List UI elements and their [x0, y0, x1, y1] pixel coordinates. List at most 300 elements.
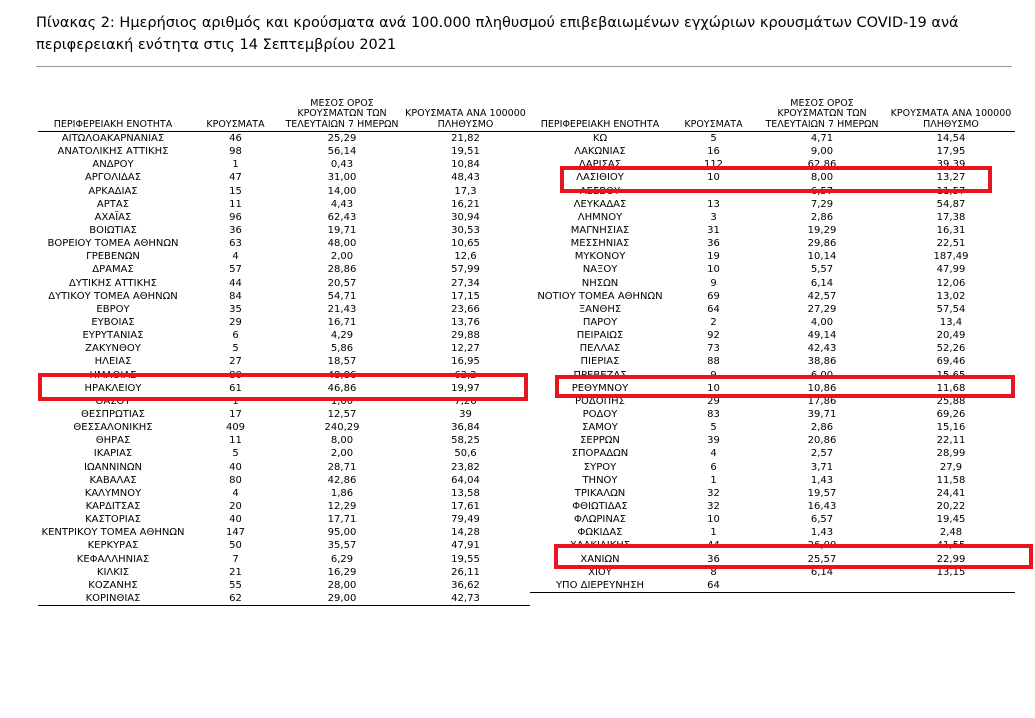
- cell-per-100k: 41,55: [936, 540, 966, 552]
- cell-region: ΕΥΒΟΙΑΣ: [91, 317, 135, 329]
- table-row: [38, 566, 530, 579]
- table-row: [530, 329, 1015, 342]
- cell-cases: 40: [229, 461, 242, 473]
- cell-region: ΒΟΡΕΙΟΥ ΤΟΜΕΑ ΑΘΗΝΩΝ: [47, 238, 179, 250]
- cell-cases: 3: [710, 211, 717, 223]
- cell-per-100k: 12,06: [936, 277, 966, 289]
- cell-per-100k: 69,46: [936, 356, 966, 368]
- cell-region: ΠΙΕΡΙΑΣ: [580, 356, 620, 368]
- cell-per-100k: 11,57: [936, 185, 966, 197]
- cell-avg-7-days: 1,43: [810, 527, 834, 539]
- cell-avg-7-days: 6,00: [810, 369, 834, 381]
- table-row: [38, 277, 530, 290]
- cell-per-100k: 16,31: [936, 225, 966, 237]
- cell-region: ΔΥΤΙΚΗΣ ΑΤΤΙΚΗΣ: [69, 277, 157, 289]
- cell-avg-7-days: 1,86: [330, 487, 354, 499]
- cell-per-100k: 21,82: [451, 133, 480, 145]
- document-title: Πίνακας 2: Ημερήσιος αριθμός και κρούσματα ανά 100.000 πληθυσμού επιβεβαιωμένων εγχώριων κρουσμάτων COVID-19 ανά περιφερειακή ενότητα στις 14 Σεπτεμβρίου 2021: [36, 15, 959, 53]
- cell-per-100k: 17,95: [936, 146, 966, 158]
- cell-per-100k: 24,41: [936, 487, 966, 499]
- cell-avg-7-days: 5,86: [330, 343, 354, 355]
- table-row: [530, 198, 1015, 211]
- cell-cases: 4: [232, 487, 239, 499]
- left-table-body: [38, 132, 530, 606]
- cell-region: ΥΠΟ ΔΙΕΡΕΥΝΗΣΗ: [530, 579, 670, 593]
- table-row: [530, 145, 1015, 158]
- cell-cases: 80: [229, 474, 242, 486]
- cell-per-100k: 29,88: [451, 330, 480, 342]
- cell-cases: 1: [232, 159, 239, 171]
- cell-region: ΣΕΡΡΩΝ: [580, 435, 620, 447]
- cell-region: ΣΠΟΡΑΔΩΝ: [571, 448, 629, 460]
- cell-cases: 39: [707, 435, 720, 447]
- cell-per-100k: 14,54: [936, 133, 966, 145]
- cell-per-100k: 19,55: [451, 553, 480, 565]
- cell-avg-7-days: 4,29: [330, 330, 354, 342]
- cell-per-100k: 54,87: [936, 198, 966, 210]
- cell-avg-7-days: 2,57: [810, 448, 834, 460]
- cell-avg-7-days: 31,00: [327, 172, 357, 184]
- table-row: [38, 342, 530, 355]
- cell-per-100k: [887, 579, 1015, 593]
- cell-region: ΕΥΡΥΤΑΝΙΑΣ: [82, 330, 144, 342]
- table-row: [38, 447, 530, 460]
- cell-region: ΚΑΛΥΜΝΟΥ: [84, 487, 142, 499]
- cell-region: ΑΧΑΪΑΣ: [94, 211, 132, 223]
- cell-region: ΑΡΓΟΛΙΔΑΣ: [84, 172, 142, 184]
- table-row: [38, 198, 530, 211]
- table-row: [38, 316, 530, 329]
- table-row: [530, 434, 1015, 447]
- cell-cases: 36: [707, 553, 720, 565]
- cell-avg-7-days: 25,57: [807, 553, 837, 565]
- cell-avg-7-days: 8,00: [330, 435, 354, 447]
- cell-avg-7-days: 2,00: [330, 251, 354, 263]
- cell-avg-7-days: 5,57: [810, 264, 834, 276]
- cell-region: ΦΩΚΙΔΑΣ: [577, 527, 623, 539]
- cell-avg-7-days: 62,43: [327, 211, 357, 223]
- cell-avg-7-days: 46,86: [327, 382, 357, 394]
- cell-cases: 35: [229, 303, 242, 315]
- cell-region: ΦΘΙΩΤΙΔΑΣ: [572, 501, 628, 512]
- cell-region: ΠΕΛΛΑΣ: [579, 343, 621, 355]
- table-row: [38, 539, 530, 552]
- cell-avg-7-days: 25,29: [327, 133, 357, 145]
- cell-cases: 7: [232, 553, 239, 565]
- cell-region: ΖΑΚΥΝΘΟΥ: [85, 343, 141, 355]
- cell-cases: 16: [707, 146, 720, 158]
- header-per-100k: ΚΡΟΥΣΜΑΤΑ ΑΝΑ 100000 ΠΛΗΘΥΣΜΟ: [887, 86, 1015, 132]
- cell-cases: 32: [707, 501, 720, 512]
- cell-per-100k: 15,16: [936, 422, 966, 434]
- table-row: [530, 277, 1015, 290]
- cell-region: ΗΜΑΘΙΑΣ: [89, 369, 137, 381]
- cell-region: ΡΟΔΟΥ: [582, 409, 618, 421]
- cell-region: ΕΒΡΟΥ: [96, 303, 130, 315]
- cell-per-100k: 2,48: [939, 527, 963, 539]
- cell-per-100k: 39,39: [936, 159, 966, 171]
- cell-cases: 50: [229, 540, 242, 552]
- cell-per-100k: 12,27: [451, 343, 480, 355]
- table-row: [38, 145, 530, 158]
- cell-region: ΒΟΙΩΤΙΑΣ: [89, 225, 137, 237]
- cell-region: ΘΕΣΣΑΛΟΝΙΚΗΣ: [73, 422, 153, 434]
- cell-region: ΦΛΩΡΙΝΑΣ: [574, 514, 626, 526]
- cell-per-100k: 7,26: [454, 395, 477, 407]
- cell-avg-7-days: 27,29: [807, 303, 837, 315]
- cell-cases: 61: [229, 382, 242, 394]
- left-cases-table: [38, 86, 530, 606]
- cell-cases: 80: [229, 369, 242, 381]
- cell-avg-7-days: 2,00: [330, 448, 354, 460]
- cell-cases: 11: [229, 198, 242, 210]
- cell-per-100k: 57,54: [936, 303, 966, 315]
- cell-region: ΧΙΟΥ: [588, 566, 612, 578]
- cell-avg-7-days: 4,71: [810, 133, 834, 145]
- header-per-100k: ΚΡΟΥΣΜΑΤΑ ΑΝΑ 100000 ΠΛΗΘΥΣΜΟ: [401, 86, 530, 132]
- cell-cases: 69: [707, 290, 720, 302]
- table-row: [38, 185, 530, 198]
- table-row: [38, 526, 530, 539]
- cell-cases: 46: [229, 133, 242, 145]
- cell-cases: 11: [229, 435, 242, 447]
- table-row: [38, 461, 530, 474]
- cell-cases: 5: [710, 133, 717, 145]
- cell-cases: 9: [710, 277, 717, 289]
- table-row: [38, 487, 530, 500]
- cell-per-100k: 52,26: [936, 343, 966, 355]
- cell-avg-7-days: 16,29: [327, 566, 357, 578]
- cell-cases: 5: [232, 448, 239, 460]
- cell-per-100k: 14,28: [451, 527, 480, 539]
- table-row: [530, 224, 1015, 237]
- table-row: [38, 158, 530, 171]
- cell-per-100k: 23,82: [451, 461, 480, 473]
- cell-avg-7-days: 39,71: [807, 409, 837, 421]
- cell-avg-7-days: 20,86: [807, 435, 837, 447]
- cell-per-100k: 10,84: [451, 159, 480, 171]
- cell-avg-7-days: 28,86: [327, 264, 357, 276]
- cell-per-100k: 19,51: [451, 146, 480, 158]
- highlight-box-rethymno: [555, 375, 1015, 398]
- cell-avg-7-days: [757, 579, 887, 593]
- cell-cases: 88: [707, 356, 720, 368]
- cell-cases: 4: [232, 251, 239, 263]
- cell-per-100k: 11,68: [936, 382, 966, 394]
- highlight-box-lasithi: [560, 166, 992, 193]
- cell-region: ΑΝΔΡΟΥ: [92, 159, 134, 171]
- cell-region: ΘΗΡΑΣ: [95, 435, 131, 447]
- table-row: [530, 316, 1015, 329]
- header-cases: ΚΡΟΥΣΜΑΤΑ: [670, 86, 757, 132]
- cell-per-100k: 79,49: [451, 514, 480, 526]
- cell-avg-7-days: 19,71: [327, 225, 357, 237]
- cell-region: ΜΑΓΝΗΣΙΑΣ: [570, 225, 630, 237]
- cell-region: ΔΡΑΜΑΣ: [92, 264, 134, 276]
- cell-cases: 5: [710, 422, 717, 434]
- cell-region: ΞΑΝΘΗΣ: [578, 303, 622, 315]
- cell-region: ΡΟΔΟΠΗΣ: [575, 395, 625, 407]
- cell-cases: 29: [229, 317, 242, 329]
- cell-per-100k: 19,97: [451, 382, 480, 394]
- cell-avg-7-days: 19,57: [807, 487, 837, 499]
- cell-cases: 31: [707, 225, 720, 237]
- cell-cases: 6: [710, 461, 717, 473]
- table-row: [530, 421, 1015, 434]
- table-row: [530, 408, 1015, 421]
- cell-avg-7-days: 4,00: [810, 317, 834, 329]
- cell-region: ΙΚΑΡΙΑΣ: [93, 448, 133, 460]
- table-row: [38, 263, 530, 276]
- cell-avg-7-days: 240,29: [324, 422, 360, 434]
- cell-cases: 10: [707, 382, 720, 394]
- cell-avg-7-days: 48,00: [327, 238, 357, 250]
- table-row: [530, 474, 1015, 487]
- table-row: [530, 526, 1015, 539]
- cell-avg-7-days: 42,86: [327, 474, 357, 486]
- table-row: [530, 500, 1015, 513]
- cell-per-100k: 13,76: [451, 317, 480, 329]
- cell-cases: 2: [710, 317, 717, 329]
- cell-per-100k: 64,04: [451, 474, 480, 486]
- cell-region: ΣΥΡΟΥ: [583, 461, 617, 473]
- table-row: [530, 132, 1015, 146]
- cell-avg-7-days: 17,86: [807, 395, 837, 407]
- cell-per-100k: 11,58: [936, 474, 966, 486]
- cell-cases: 1: [710, 527, 717, 539]
- cell-avg-7-days: 20,57: [327, 277, 357, 289]
- cell-per-100k: 13,58: [451, 487, 480, 499]
- cell-region: ΘΕΣΠΡΩΤΙΑΣ: [81, 409, 145, 421]
- cell-cases: 8: [710, 566, 717, 578]
- cell-per-100k: 16,21: [451, 198, 480, 210]
- cell-cases: 9: [710, 369, 717, 381]
- cell-region: ΛΕΣΒΟΥ: [579, 185, 621, 197]
- table-row: [38, 355, 530, 368]
- table-row: [38, 171, 530, 184]
- table-row: [530, 263, 1015, 276]
- cell-cases: 27: [229, 356, 242, 368]
- cell-region: ΡΕΘΥΜΝΟΥ: [571, 382, 629, 394]
- cell-per-100k: 58,25: [451, 435, 480, 447]
- cell-avg-7-days: 29,86: [807, 238, 837, 250]
- cell-region: ΠΡΕΒΕΖΑΣ: [573, 369, 627, 381]
- cell-region: ΤΗΝΟΥ: [582, 474, 618, 486]
- header-avg-7-days: ΜΕΣΟΣ ΟΡΟΣ ΚΡΟΥΣΜΑΤΩΝ ΤΩΝ ΤΕΛΕΥΤΑΙΩΝ 7 ΗΜΕΡΩΝ: [283, 86, 401, 132]
- cell-avg-7-days: 1,43: [810, 474, 834, 486]
- cell-per-100k: 36,62: [451, 579, 480, 591]
- cell-avg-7-days: 48,86: [327, 369, 357, 381]
- cell-avg-7-days: 49,14: [807, 330, 837, 342]
- cell-avg-7-days: 18,57: [327, 356, 357, 368]
- cell-avg-7-days: 42,43: [807, 343, 837, 355]
- cell-region: ΜΥΚΟΝΟΥ: [574, 251, 626, 263]
- table-row: [530, 237, 1015, 250]
- cell-per-100k: 20,22: [936, 501, 966, 512]
- cell-region: ΛΑΚΩΝΙΑΣ: [574, 146, 626, 158]
- cell-cases: 96: [229, 211, 242, 223]
- cell-cases: 64: [707, 303, 720, 315]
- cell-cases: 13: [707, 198, 720, 210]
- cell-avg-7-days: 29,00: [283, 592, 401, 606]
- cell-per-100k: 13,02: [936, 290, 966, 302]
- cell-avg-7-days: 8,00: [810, 172, 834, 184]
- cell-region: ΝΗΣΩΝ: [581, 277, 619, 289]
- title-divider: [36, 66, 1012, 67]
- cell-region: ΚΙΛΚΙΣ: [96, 566, 130, 578]
- header-avg-7-days: ΜΕΣΟΣ ΟΡΟΣ ΚΡΟΥΣΜΑΤΩΝ ΤΩΝ ΤΕΛΕΥΤΑΙΩΝ 7 ΗΜΕΡΩΝ: [757, 86, 887, 132]
- cell-cases: 1: [232, 395, 239, 407]
- cell-per-100k: 27,9: [939, 461, 963, 473]
- cell-cases: 112: [703, 159, 724, 171]
- cell-avg-7-days: 42,57: [807, 290, 837, 302]
- cell-avg-7-days: 35,57: [327, 540, 357, 552]
- cell-avg-7-days: 38,86: [807, 356, 837, 368]
- cell-cases: 409: [225, 422, 246, 434]
- cell-per-100k: 39: [459, 409, 472, 421]
- table-row: [38, 211, 530, 224]
- cell-per-100k: 47,99: [936, 264, 966, 276]
- cell-region: ΚΟΡΙΝΘΙΑΣ: [38, 592, 188, 606]
- highlight-box-heraklion: [38, 373, 528, 401]
- table-row: [38, 434, 530, 447]
- cell-per-100k: 23,66: [451, 303, 480, 315]
- cell-cases: 98: [229, 146, 242, 158]
- cell-avg-7-days: 14,00: [327, 185, 357, 197]
- cell-region: ΚΕΦΑΛΛΗΝΙΑΣ: [76, 553, 150, 565]
- cell-cases: 10: [707, 172, 720, 184]
- cell-region: ΚΟΖΑΝΗΣ: [88, 579, 138, 591]
- cell-cases: 29: [707, 395, 720, 407]
- cell-cases: 44: [707, 540, 720, 552]
- cell-avg-7-days: 1,00: [330, 395, 354, 407]
- cell-cases: 32: [707, 487, 720, 499]
- cell-region: ΑΡΚΑΔΙΑΣ: [88, 185, 138, 197]
- cell-cases: 21: [229, 566, 242, 578]
- cell-cases: 20: [229, 501, 242, 512]
- cell-cases: 19: [707, 251, 720, 263]
- cell-per-100k: 27,34: [451, 277, 480, 289]
- cell-cases: 44: [229, 277, 242, 289]
- table-row: [38, 303, 530, 316]
- cell-region: ΣΑΜΟΥ: [582, 422, 618, 434]
- cell-region: ΗΡΑΚΛΕΙΟΥ: [84, 382, 142, 394]
- left-header-row: [38, 86, 530, 132]
- table-row: [38, 224, 530, 237]
- table-row: [38, 421, 530, 434]
- cell-avg-7-days: 7,29: [810, 198, 834, 210]
- cell-avg-7-days: 21,43: [327, 303, 357, 315]
- table-row: [530, 461, 1015, 474]
- table-row: [38, 579, 530, 592]
- cell-avg-7-days: 2,86: [810, 422, 834, 434]
- cell-per-100k: 15,65: [936, 369, 966, 381]
- cell-per-100k: 10,65: [451, 238, 480, 250]
- cell-region: ΜΕΣΣΗΝΙΑΣ: [570, 238, 630, 250]
- table-row: [38, 132, 530, 146]
- table-row: [530, 579, 1015, 593]
- cell-cases: 47: [229, 172, 242, 184]
- cell-avg-7-days: 9,00: [810, 146, 834, 158]
- cell-region: ΤΡΙΚΑΛΩΝ: [574, 487, 626, 499]
- cell-per-100k: 36,84: [451, 422, 480, 434]
- cell-avg-7-days: 10,14: [807, 251, 837, 263]
- table-row: [38, 237, 530, 250]
- cell-avg-7-days: 16,43: [807, 501, 837, 512]
- cell-avg-7-days: 28,71: [327, 461, 357, 473]
- cell-cases: 62: [188, 592, 283, 606]
- cell-cases: 92: [707, 330, 720, 342]
- header-region: ΠΕΡΙΦΕΡΕΙΑΚΗ ΕΝΟΤΗΤΑ: [38, 86, 188, 132]
- cell-per-100k: 17,38: [936, 211, 966, 223]
- cell-region: ΠΑΡΟΥ: [582, 317, 618, 329]
- cell-per-100k: 48,43: [451, 172, 480, 184]
- cell-avg-7-days: 6,57: [810, 514, 834, 526]
- cell-per-100k: 13,27: [936, 172, 966, 184]
- cell-per-100k: 12,6: [454, 251, 477, 263]
- cell-cases: 63: [229, 238, 242, 250]
- cell-per-100k: 20,49: [936, 330, 966, 342]
- cell-per-100k: 187,49: [933, 251, 969, 263]
- cell-per-100k: 69,26: [936, 409, 966, 421]
- table-row: [38, 592, 530, 606]
- cell-region: ΧΑΝΙΩΝ: [580, 553, 620, 565]
- header-cases: ΚΡΟΥΣΜΑΤΑ: [188, 86, 283, 132]
- cell-region: ΠΕΙΡΑΙΩΣ: [576, 330, 624, 342]
- cell-cases: 83: [707, 409, 720, 421]
- cell-avg-7-days: 3,71: [810, 461, 834, 473]
- cell-cases: 57: [229, 264, 242, 276]
- cell-per-100k: 17,61: [451, 501, 480, 512]
- table-row: [38, 553, 530, 566]
- table-row: [38, 408, 530, 421]
- cell-cases: 5: [232, 343, 239, 355]
- cell-cases: 36: [707, 238, 720, 250]
- right-table-body: [530, 132, 1015, 593]
- cell-cases: 64: [670, 579, 757, 593]
- cell-avg-7-days: 0,43: [330, 159, 354, 171]
- cell-per-100k: 42,73: [401, 592, 530, 606]
- cell-per-100k: 16,95: [451, 356, 480, 368]
- cell-avg-7-days: 12,57: [327, 409, 357, 421]
- cell-region: ΛΑΣΙΘΙΟΥ: [576, 172, 624, 184]
- cell-cases: 147: [225, 527, 246, 539]
- cell-region: ΚΕΝΤΡΙΚΟΥ ΤΟΜΕΑ ΑΘΗΝΩΝ: [41, 527, 185, 539]
- table-row: [38, 513, 530, 526]
- cell-avg-7-days: 12,29: [327, 501, 357, 512]
- cell-per-100k: 13,15: [936, 566, 966, 578]
- cell-per-100k: 13,4: [939, 317, 963, 329]
- cell-per-100k: 25,88: [936, 395, 966, 407]
- cell-per-100k: 26,11: [451, 566, 480, 578]
- cell-avg-7-days: 6,14: [810, 566, 834, 578]
- cell-avg-7-days: 2,86: [810, 211, 834, 223]
- right-cases-table: [530, 86, 1015, 593]
- cell-per-100k: 47,91: [451, 540, 480, 552]
- cell-region: ΝΑΞΟΥ: [582, 264, 618, 276]
- cell-avg-7-days: 28,00: [327, 579, 357, 591]
- header-region: ΠΕΡΙΦΕΡΕΙΑΚΗ ΕΝΟΤΗΤΑ: [530, 86, 670, 132]
- cell-per-100k: 19,45: [936, 514, 966, 526]
- table-row: [530, 487, 1015, 500]
- cell-avg-7-days: 26,00: [807, 540, 837, 552]
- table-row: [38, 250, 530, 263]
- cell-avg-7-days: 4,43: [330, 198, 354, 210]
- cell-cases: 40: [229, 514, 242, 526]
- cell-cases: 10: [707, 264, 720, 276]
- table-row: [38, 474, 530, 487]
- cell-region: ΔΥΤΙΚΟΥ ΤΟΜΕΑ ΑΘΗΝΩΝ: [48, 290, 178, 302]
